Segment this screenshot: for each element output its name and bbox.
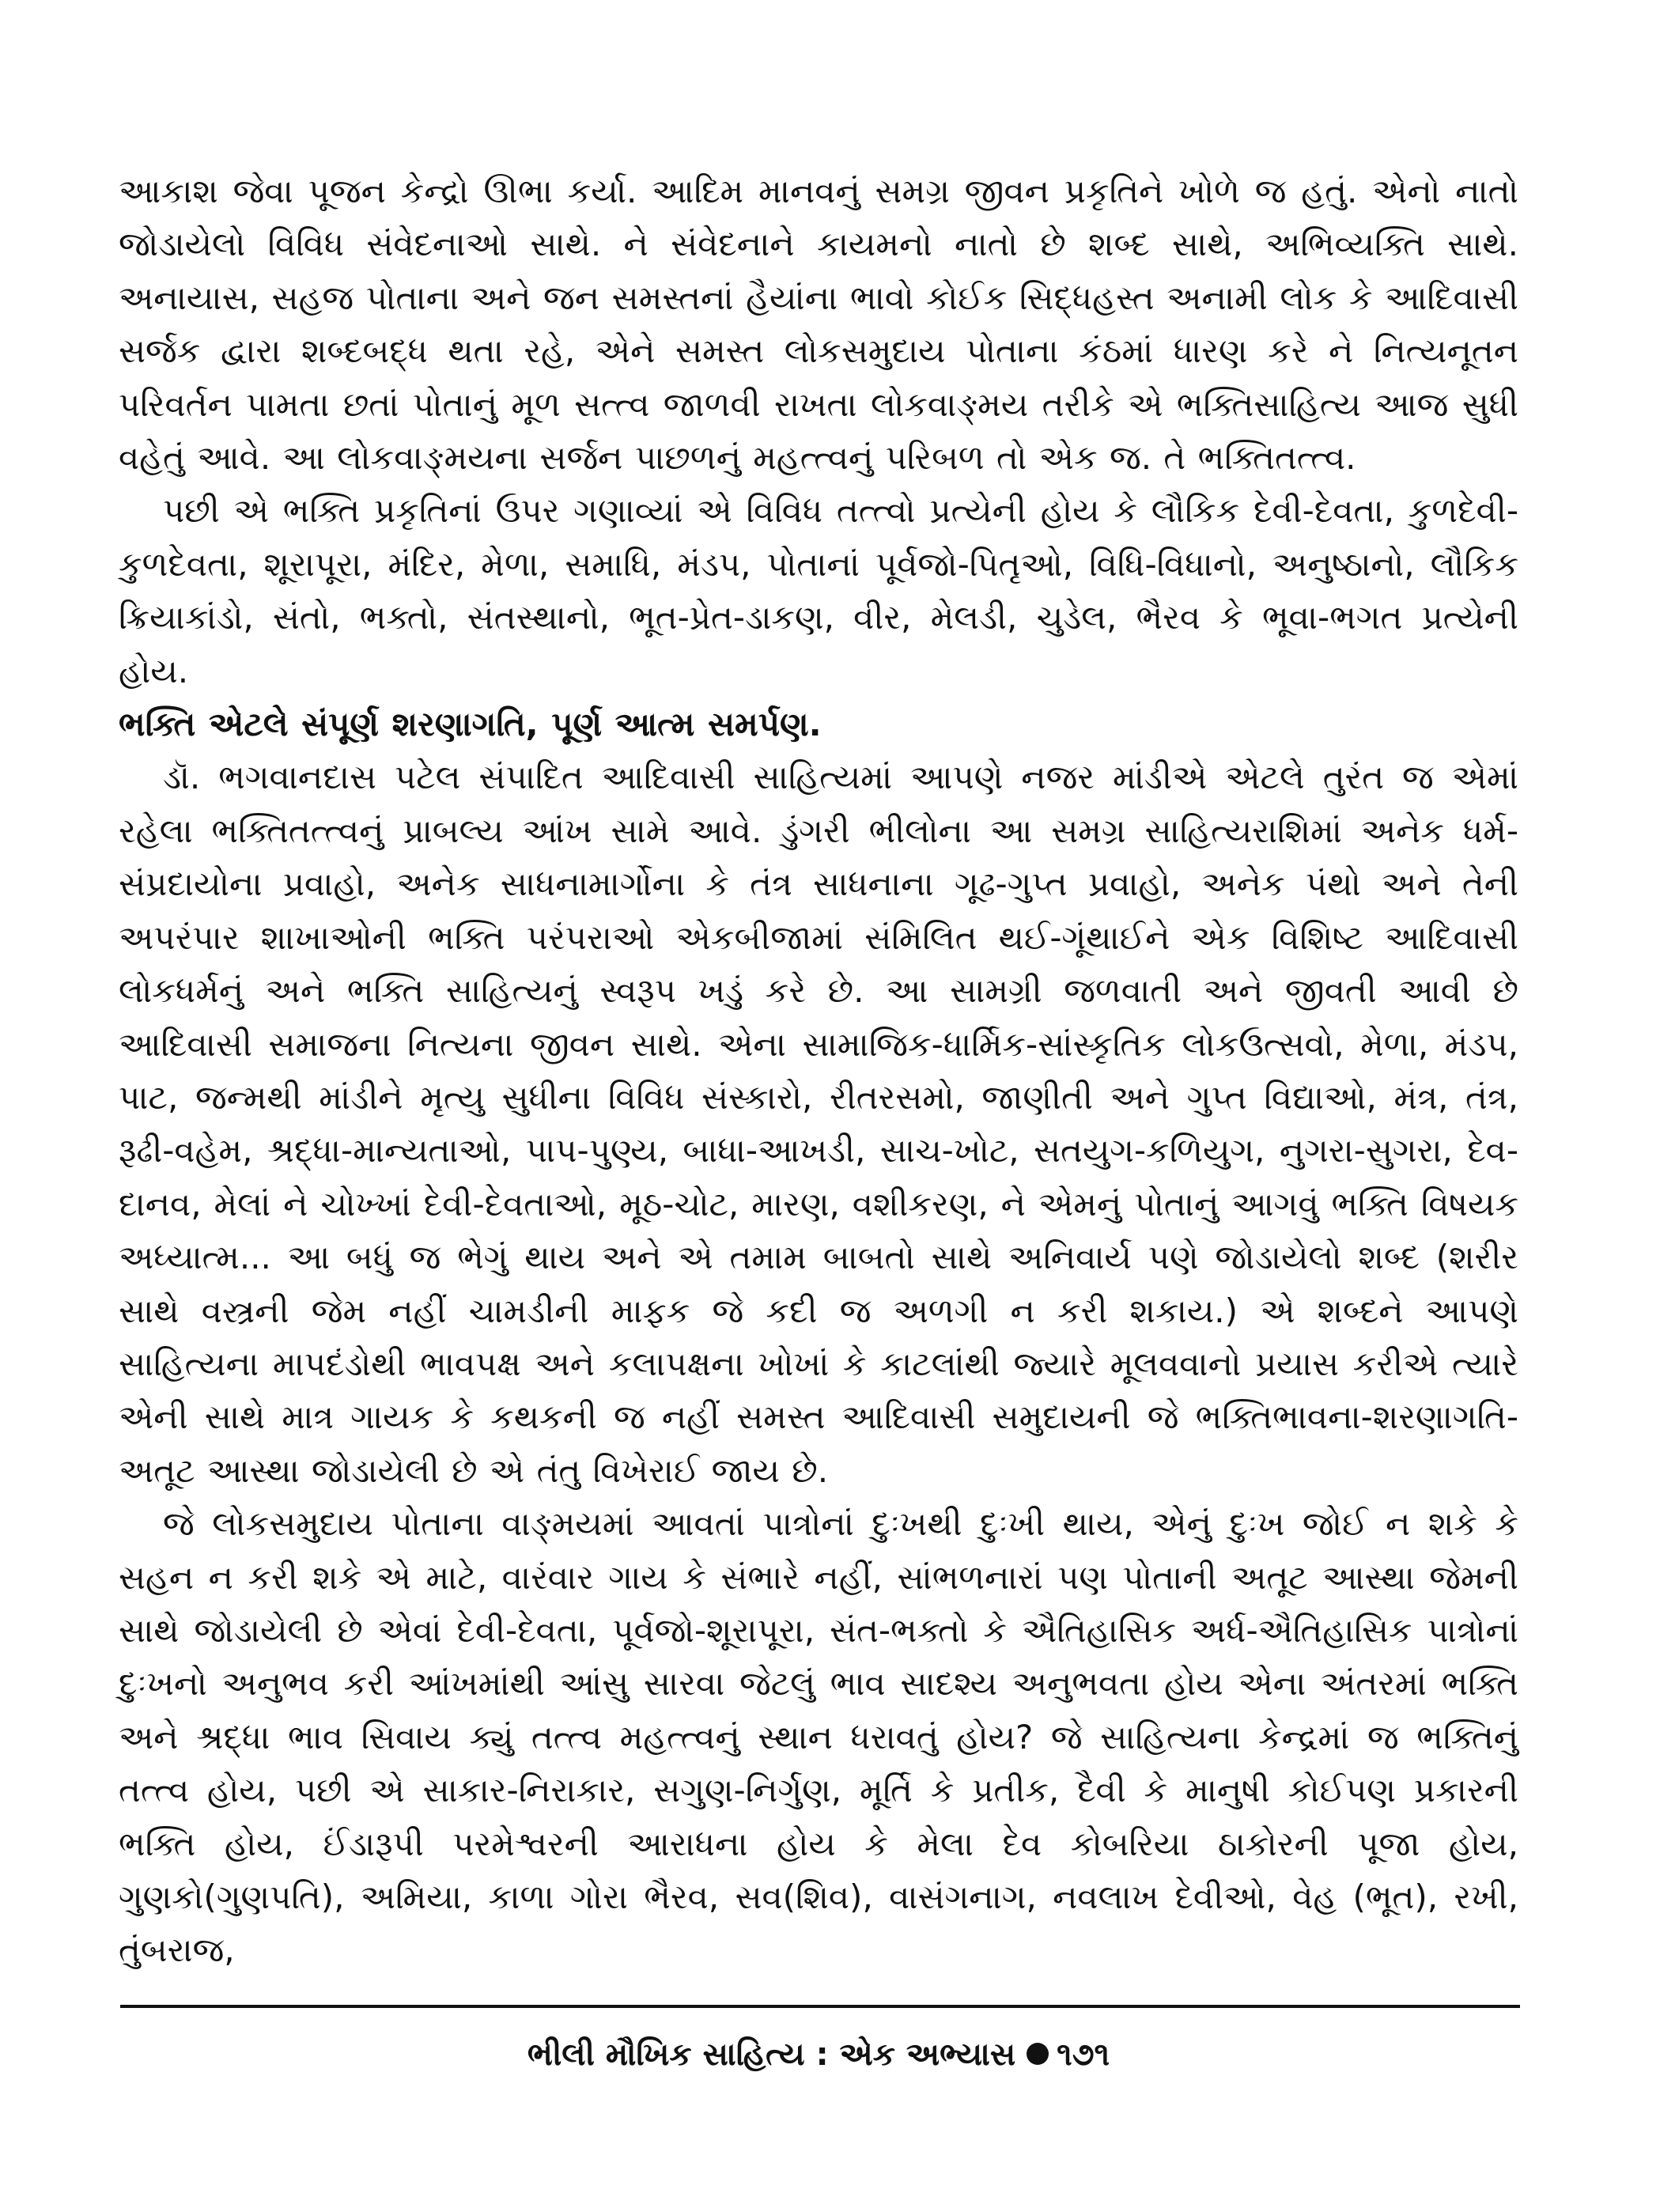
bold-statement: ભક્તિ એટલે સંપૂર્ણ શરણાગતિ, પૂર્ણ આત્મ સમર્પણ. bbox=[119, 705, 822, 744]
paragraph-1: આકાશ જેવા પૂજન કેન્દ્રો ઊભા કર્યા. આદિમ માનવનું સમગ્ર જીવન પ્રકૃતિને ખોળે જ હતું. એનો નાતો જોડાયેલો વિવિધ સંવેદનાઓ સાથે. ને સંવેદનાને કાયમનો નાતો છે શબ્દ સાથે, અભિવ્યક્તિ સાથે. અનાયાસ, સહજ પોતાના અને જન સમસ્તનાં હૈયાંના ભાવો કોઈક સિદ્ધહસ્ત અનામી લોક કે આદિવાસી સર્જક દ્વારા શબ્દબદ્ધ થતા રહે, એને સમસ્ત લોકસમુદાય પોતાના કંઠમાં ધારણ કરે ને નિત્યનૂતન પરિવર્તન પામતા છતાં પોતાનું મૂળ સત્ત્વ જાળવી રાખતા લોકવાઙ્મય તરીકે એ ભક્તિસાહિત્ય આજ સુધી વહેતું આવે. આ લોકવાઙ્મયના સર્જન પાછળનું મહત્ત્વનું પરિબળ તો એક જ. તે ભક્તિતત્ત્વ. bbox=[119, 172, 1518, 478]
paragraph-4: જે લોકસમુદાય પોતાના વાઙ્મયમાં આવતાં પાત્રોનાં દુઃખથી દુઃખી થાય, એનું દુઃખ જોઈ ન શકે કે સહન ન કરી શકે એ માટે, વારંવાર ગાય કે સંભારે નહીં, સાંભળનારાં પણ પોતાની અતૂટ આસ્થા જેમની સાથે જોડાયેલી છે એવાં દેવી-દેવતા, પૂર્વજો-શૂરાપૂરા, સંત-ભક્તો કે ઐતિહાસિક અર્ધ-ઐતિહાસિક પાત્રોનાં દુઃખનો અનુભવ કરી આંખમાંથી આંસુ સારવા જેટલું ભાવ સાદશ્ય અનુભવતા હોય એના અંતરમાં ભક્તિ અને શ્રદ્ધા ભાવ સિવાય ક્યું તત્ત્વ મહત્ત્વનું સ્થાન ધરાવતું હોય? જે સાહિત્યના કેન્દ્રમાં જ ભક્તિનું તત્ત્વ હોય, પછી એ સાકાર-નિરાકાર, સગુણ-નિર્ગુણ, મૂર્તિ કે પ્રતીક, દૈવી કે માનુષી કોઈપણ પ્રકારની ભક્તિ હોય, ઈંડારૂપી પરમેશ્વરની આરાધના હોય કે મેલા દેવ કોબરિયા ઠાકોરની પૂજા હોય, ગુણકો(ગુણપતિ), અમિયા, કાળા ગોરા ભૈરવ, સવ(શિવ), વાસંગનાગ, નવલાખ દેવીઓ, વેહ (ભૂત), રખી, તુંબરાજ, bbox=[119, 1504, 1518, 1970]
paragraph-2: પછી એ ભક્તિ પ્રકૃતિનાં ઉપર ગણાવ્યાં એ વિવિધ તત્ત્વો પ્રત્યેની હોય કે લૌકિક દેવી-દેવતા, કુળદેવી-કુળદેવતા, શૂરાપૂરા, મંદિર, મેળા, સમાધિ, મંડપ, પોતાનાં પૂર્વજો-પિતૃઓ, વિધિ-વિધાનો, અનુષ્ઠાનો, લૌકિક ક્રિયાકાંડો, સંતો, ભક્તો, સંતસ્થાનો, ભૂત-પ્રેત-ડાકણ, વીર, મેલડી, ચુડેલ, ભૈરવ કે ભૂવા-ભગત પ્રત્યેની હોય. bbox=[119, 491, 1518, 690]
book-title: ભીલી મૌખિક સાહિત્ય : એક અભ્યાસ bbox=[527, 2036, 1016, 2073]
bullet-icon bbox=[1027, 2043, 1049, 2065]
page-footer bbox=[119, 2032, 1518, 2077]
footer-rule bbox=[120, 2005, 1520, 2008]
paragraph-3: ડૉ. ભગવાનદાસ પટેલ સંપાદિત આદિવાસી સાહિત્યમાં આપણે નજર માંડીએ એટલે તુરંત જ એમાં રહેલા ભક્તિતત્ત્વનું પ્રાબલ્ય આંખ સામે આવે. ડુંગરી ભીલોના આ સમગ્ર સાહિત્યરાશિમાં અનેક ધર્મ-સંપ્રદાયોના પ્રવાહો, અનેક સાધનામાર્ગોના કે તંત્ર સાધનાના ગૂઢ-ગુપ્ત પ્રવાહો, અનેક પંથો અને તેની અપરંપાર શાખાઓની ભક્તિ પરંપરાઓ એકબીજામાં સંમિલિત થઈ-ગૂંથાઈને એક વિશિષ્ટ આદિવાસી લોકધર્મનું અને ભક્તિ સાહિત્યનું સ્વરૂપ ખડું કરે છે. આ સામગ્રી જળવાતી અને જીવતી આવી છે આદિવાસી સમાજના નિત્યના જીવન સાથે. એના સામાજિક-ધાર્મિક-સાંસ્કૃતિક લોકઉત્સવો, મેળા, મંડપ, પાટ, જન્મથી માંડીને મૃત્યુ સુધીના વિવિધ સંસ્કારો, રીતરસમો, જાણીતી અને ગુપ્ત વિદ્યાઓ, મંત્ર, તંત્ર, રૂઢી-વહેમ, શ્રદ્ધા-માન્યતાઓ, પાપ-પુણ્ય, બાધા-આખડી, સાચ-ખોટ, સતયુગ-કળિયુગ, નુગરા-સુગરા, દેવ-દાનવ, મેલાં ને ચોખ્ખાં દેવી-દેવતાઓ, મૂઠ-ચોટ, મારણ, વશીકરણ, ને એમનું પોતાનું આગવું ભક્તિ વિષયક અધ્યાત્મ... આ બધું જ ભેગું થાય અને એ તમામ બાબતો સાથે અનિવાર્ય પણે જોડાયેલો શબ્દ (શરીર સાથે વસ્ત્રની જેમ નહીં ચામડીની માફક જે કદી જ અળગી ન કરી શકાય.) એ શબ્દને આપણે સાહિત્યના માપદંડોથી ભાવપક્ષ અને કલાપક્ષના ખોખાં કે કાટલાંથી જ્યારે મૂલવવાનો પ્રયાસ કરીએ ત્યારે એની સાથે માત્ર ગાયક કે કથકની જ નહીં સમસ્ત આદિવાસી સમુદાયની જે ભક્તિભાવના-શરણાગતિ-અતૂટ આસ્થા જોડાયેલી છે એ તંતુ વિખેરાઈ જાય છે. bbox=[119, 758, 1518, 1490]
page-number: ૧૭૧ bbox=[1057, 2036, 1110, 2073]
page-body bbox=[119, 164, 1518, 1977]
